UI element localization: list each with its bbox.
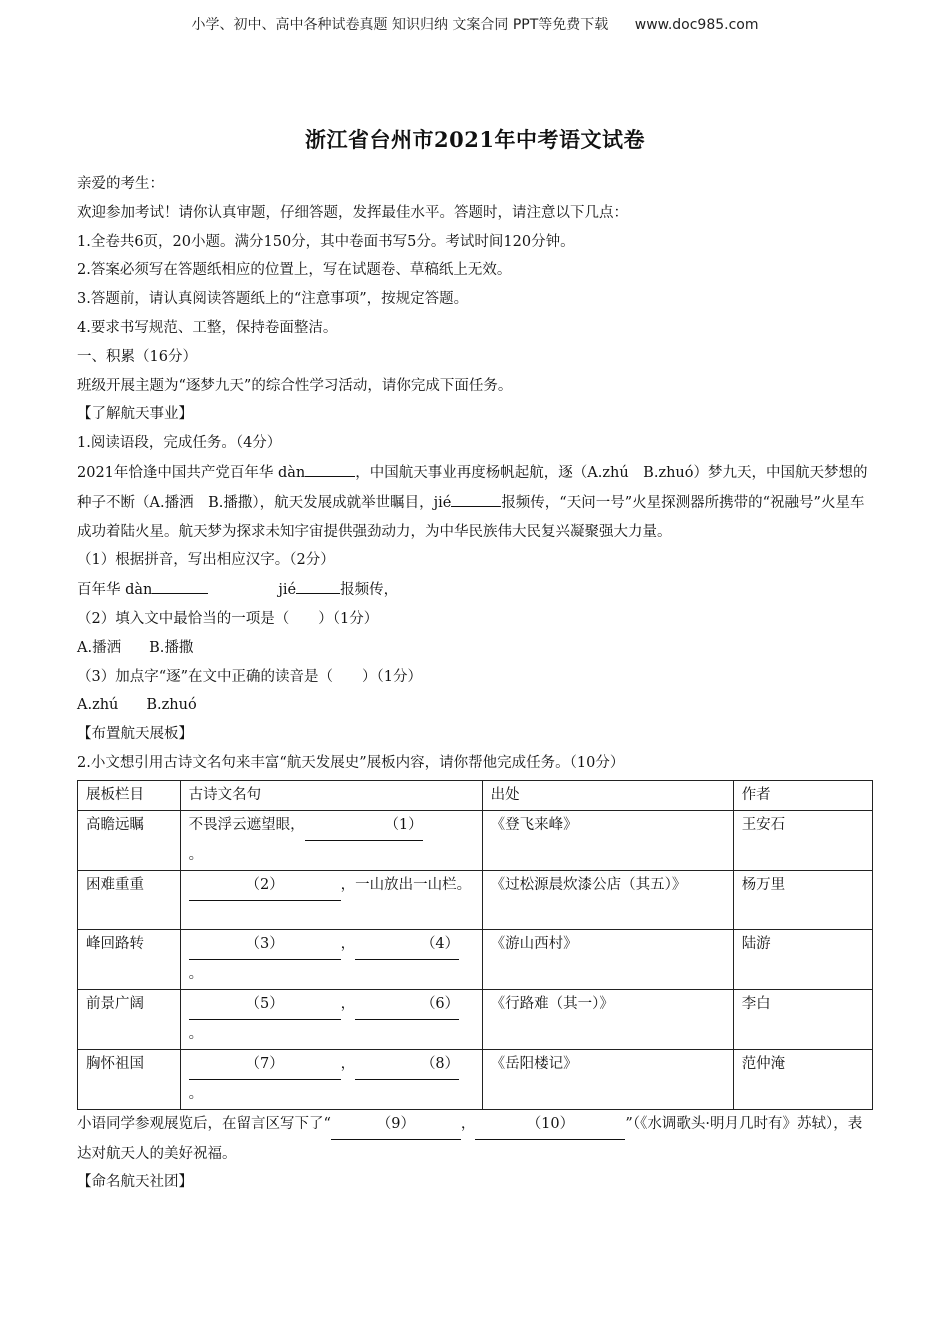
quote-end: 。 [188,965,204,982]
question-1-part-2-options [77,634,873,663]
answer-blank[interactable] [475,1110,625,1140]
subsection-title-1: 【了解航天事业】 [77,406,193,423]
answer-blank[interactable] [189,930,341,960]
option-a[interactable]: A.播洒 [77,639,122,656]
blank-label: （5） [245,995,284,1012]
blank-label: （8） [420,1055,460,1072]
blank-label: （2） [245,876,284,893]
row-source: 《游山西村》 [482,929,733,989]
answer-blank[interactable] [189,871,341,901]
question-1-passage [77,458,873,546]
answer-blank[interactable] [305,458,355,477]
answer-blank[interactable] [189,990,341,1020]
answer-blank[interactable] [331,1110,461,1140]
blank-label: （9） [376,1115,416,1132]
header-url[interactable]: www.doc985.com [634,17,759,33]
question-1-part-1: （1）根据拼音，写出相应汉字。（2分） [77,552,335,569]
subsection-title-2: 【布置航天展板】 [77,726,193,743]
row-quote [180,1049,482,1109]
section-heading: 一、积累（16分） [77,348,197,365]
blank-label: （4） [420,935,460,952]
task-intro: 班级开展主题为“逐梦九天”的综合性学习活动，请你完成下面任务。 [77,377,513,394]
quote-comma: ， [340,1055,356,1072]
note-1: 1.全卷共6页，20小题。满分150分，其中卷面书写5分。考试时间120分钟。 [77,233,575,250]
row-quote [180,929,482,989]
note-3: 3.答题前，请认真阅读答题纸上的“注意事项”，按规定答题。 [77,291,469,308]
row-source: 《登飞来峰》 [482,810,733,870]
row-author: 范仲淹 [733,1049,872,1109]
blank-label: （6） [420,995,460,1012]
row-source: 《行路难（其一）》 [482,989,733,1049]
row-column: 峰回路转 [78,929,181,989]
row-quote [180,989,482,1049]
pinyin-dan: 百年华 dàn [77,582,153,599]
blank-label: （7） [245,1055,284,1072]
quote-end: 。 [188,846,204,863]
question-1-stem: 1.阅读语段，完成任务。（4分） [77,435,282,452]
quote-text: 不畏浮云遮望眼， [188,816,305,833]
passage-part-2: ，中国航天事业再度杨帆起航，逐（A.zhú B.zhuó）梦九天，中国航天梦想的种子不断（A.播洒 B.播撒），航天发展成就举世瞩目，jié [77,464,868,511]
answer-blank[interactable] [305,811,423,841]
table-row [78,989,873,1049]
row-column: 高瞻远瞩 [78,810,181,870]
answer-blank[interactable] [451,488,501,507]
question-1-part-1-answers [77,575,873,605]
passage-part-3: 报频传，“天问一号”火星探测器所携带的“祝融号”火星车成功着陆火星。航天梦为探求未知宇宙提供强劲动力，为中华民族伟大民复兴凝聚强大力量。 [77,494,865,540]
table-row [78,870,873,929]
answer-blank[interactable] [152,575,208,594]
row-column: 前景广阔 [78,989,181,1049]
passage-part-1: 2021年恰逢中国共产党百年华 dàn [77,464,306,481]
question-1-part-3-options [77,691,873,720]
row-author: 陆游 [733,929,872,989]
pinyin-jie-tail: 报频传， [340,582,399,599]
option-a[interactable]: A.zhú [77,697,119,714]
header-source: 出处 [482,780,733,810]
message-pre: 小语同学参观展览后，在留言区写下了“ [77,1115,331,1132]
pinyin-jie: jié [278,582,297,599]
question-2-stem: 2.小文想引用古诗文名句来丰富“航天发展史”展板内容，请你帮他完成任务。（10分） [77,754,625,771]
message-post: ”（《水调歌头·明月几时有》苏轼），表达对航天人的美好祝福。 [77,1115,863,1162]
question-1-part-2: （2）填入文中最恰当的一项是（ ）（1分） [77,610,379,627]
table-row [78,929,873,989]
note-4: 4.要求书写规范、工整，保持卷面整洁。 [77,319,338,336]
blank-label: （10） [526,1115,575,1132]
row-source: 《过松源晨炊漆公店（其五）》 [482,870,733,929]
answer-blank[interactable] [296,575,340,594]
blank-label: （1） [384,816,423,833]
table-header-row [78,780,873,810]
answer-blank[interactable] [355,990,459,1020]
quote-text: ，一山放出一山栏。 [340,876,472,893]
quote-end: 。 [188,1025,204,1042]
document-body [77,170,873,1197]
blank-label: （3） [245,935,284,952]
question-1-part-3: （3）加点字“逐”在文中正确的读音是（ ）（1分） [77,668,423,685]
answer-blank[interactable] [355,1050,459,1080]
answer-blank[interactable] [189,1050,341,1080]
row-source: 《岳阳楼记》 [482,1049,733,1109]
row-quote [180,870,482,929]
option-b[interactable]: B.播撒 [149,639,194,656]
quote-comma: ， [340,935,356,952]
table-row [78,810,873,870]
answer-blank[interactable] [355,930,459,960]
row-author: 李白 [733,989,872,1049]
row-author: 杨万里 [733,870,872,929]
header-column: 展板栏目 [78,780,181,810]
row-column: 困难重重 [78,870,181,929]
quote-end: 。 [188,1085,204,1102]
page-header [0,14,950,34]
table-row [78,1049,873,1109]
note-2: 2.答案必须写在答题纸相应的位置上，写在试题卷、草稿纸上无效。 [77,262,512,279]
page-title: 浙江省台州市2021年中考语文试卷 [305,127,645,152]
row-author: 王安石 [733,810,872,870]
row-quote [180,810,482,870]
header-quote: 古诗文名句 [180,780,482,810]
greeting: 亲爱的考生： [77,176,164,192]
option-b[interactable]: B.zhuó [146,697,197,714]
row-column: 胸怀祖国 [78,1049,181,1109]
subsection-title-3: 【命名航天社团】 [77,1174,193,1191]
message-comma: ， [460,1115,476,1132]
header-author: 作者 [733,780,872,810]
exhibit-table [77,780,873,1110]
message-sentence [77,1110,873,1169]
welcome-text: 欢迎参加考试！请你认真审题，仔细答题，发挥最佳水平。答题时，请注意以下几点： [77,204,628,221]
header-tagline: 小学、初中、高中各种试卷真题 知识归纳 文案合同 PPT等免费下载 [191,17,609,33]
quote-comma: ， [340,995,356,1012]
